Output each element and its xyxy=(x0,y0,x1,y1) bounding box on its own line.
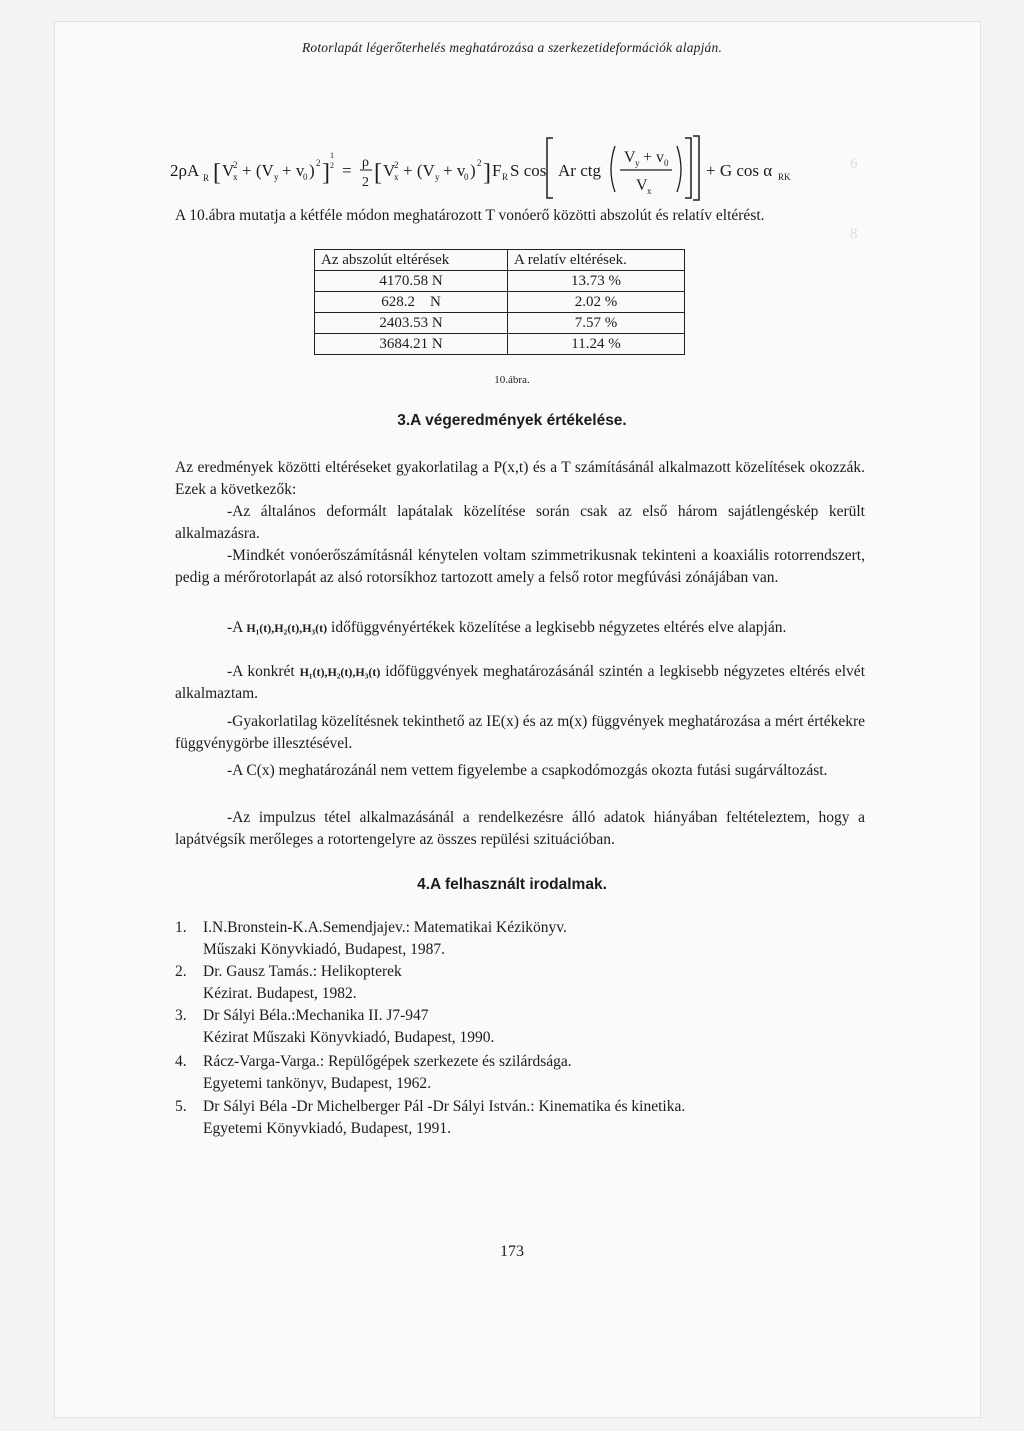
table-row xyxy=(315,313,685,334)
svg-text:+ (V: + (V xyxy=(242,161,274,180)
svg-text:V: V xyxy=(636,177,648,194)
reference-line: Egyetemi tankönyv, Budapest, 1962. xyxy=(203,1075,432,1092)
table-row xyxy=(315,271,685,292)
deviation-table xyxy=(314,249,685,355)
svg-text:V: V xyxy=(383,161,396,180)
svg-text:y: y xyxy=(635,158,640,168)
list-item: -Mindkét vonóerőszámításnál kénytelen voltam szimmetrikusnak tekinteni a koaxiális rotorrendszert, pedig a mérőrotorlapát az alsó rotorsíkhoz tartozott amely a felső rotor megfúvási zónájában van. xyxy=(175,547,865,586)
svg-text:x: x xyxy=(394,172,399,182)
table-header-relative: A relatív eltérések. xyxy=(508,250,685,271)
reference-line: Műszaki Könyvkiadó, Budapest, 1987. xyxy=(203,941,445,958)
svg-text:): ) xyxy=(309,161,315,180)
reference-number: 3. xyxy=(175,1007,187,1024)
svg-text:2: 2 xyxy=(233,160,238,170)
running-header: Rotorlapát légerőterhelés meghatározása a szerkezetideformációk alapján. xyxy=(301,40,723,55)
table-header-row xyxy=(315,250,685,271)
reference-number: 5. xyxy=(175,1098,187,1115)
svg-text:2: 2 xyxy=(477,158,482,168)
reference-line: I.N.Bronstein-K.A.Semendjajev.: Matematikai Kézikönyv. xyxy=(203,919,567,936)
reference-number: 1. xyxy=(175,919,187,936)
svg-text:0: 0 xyxy=(664,158,669,168)
svg-text:=: = xyxy=(342,161,352,180)
svg-text:F: F xyxy=(492,161,502,180)
list-item: -Gyakorlatilag közelítésnek tekinthető az IE(x) és az m(x) függvények meghatározása a mért értékekre függvénygörbe illesztésével. xyxy=(175,713,865,752)
svg-text:0: 0 xyxy=(464,172,469,182)
svg-text:V: V xyxy=(222,161,235,180)
list-item: -Az általános deformált lapátalak közelítése során csak az első három sajátlengéskép került alkalmazásra. xyxy=(175,503,865,542)
reference-line: Dr Sályi Béla.:Mechanika II. J7-947 xyxy=(203,1007,429,1024)
svg-text:ρ: ρ xyxy=(362,155,369,170)
list-item xyxy=(175,661,865,705)
svg-text:R: R xyxy=(502,172,509,182)
item-text: időfüggvények meghatározásánál szintén a legkisebb négyzetes eltérés elvét alkalmaztam. xyxy=(175,663,865,702)
results-paragraph xyxy=(175,457,865,501)
table-cell: 11.24 % xyxy=(508,334,685,355)
table-cell: 628.2 N xyxy=(315,292,508,313)
section-4-title: 4.A felhasznált irodalmak. xyxy=(417,876,607,893)
svg-text:[: [ xyxy=(374,160,382,186)
bleed-through-mark: 6 xyxy=(850,156,858,172)
table-row xyxy=(315,292,685,313)
svg-text:x: x xyxy=(647,186,652,196)
table-cell: 2403.53 N xyxy=(315,313,508,334)
table-cell: 2.02 % xyxy=(508,292,685,313)
svg-text:1: 1 xyxy=(330,151,334,160)
function-symbols: H₁(t),H₂(t),H₃(t) xyxy=(246,621,328,635)
reference-line: Kézirat Műszaki Könyvkiadó, Budapest, 1990. xyxy=(203,1029,495,1046)
para-text: Az eredmények közötti eltéréseket gyakorlatilag a P(x,t) és a T számításánál alkalmazott közelítések okozzák. Ezek a következők: xyxy=(175,459,865,498)
item-prefix: -A xyxy=(227,619,243,636)
table-cell: 13.73 % xyxy=(508,271,685,292)
reference-item xyxy=(175,1005,865,1049)
table-cell: 7.57 % xyxy=(508,313,685,334)
table-cell: 3684.21 N xyxy=(315,334,508,355)
reference-number: 2. xyxy=(175,963,187,980)
svg-text:2: 2 xyxy=(362,175,369,190)
reference-item xyxy=(175,1051,865,1095)
reference-line: Dr Sályi Béla -Dr Michelberger Pál -Dr Sályi István.: Kinematika és kinetika. xyxy=(203,1098,686,1115)
reference-number: 4. xyxy=(175,1053,187,1070)
svg-text:V: V xyxy=(624,149,636,166)
svg-text:+ v: + v xyxy=(282,161,305,180)
svg-text:2: 2 xyxy=(330,161,334,170)
svg-text:+ v: + v xyxy=(443,161,466,180)
reference-line: Dr. Gausz Tamás.: Helikopterek xyxy=(203,963,402,980)
svg-text:+ v: + v xyxy=(643,149,665,166)
reference-line: Kézirat. Budapest, 1982. xyxy=(203,985,357,1002)
reference-line: Egyetemi Könyvkiadó, Budapest, 1991. xyxy=(203,1120,451,1137)
reference-line: Rácz-Varga-Varga.: Repülőgépek szerkezete és szilárdsága. xyxy=(203,1053,572,1070)
svg-text:]: ] xyxy=(322,160,330,186)
svg-text:x: x xyxy=(233,172,238,182)
svg-text:[: [ xyxy=(213,160,221,186)
reference-item xyxy=(175,961,865,1005)
svg-text:]: ] xyxy=(483,160,491,186)
svg-text:+ G cos α: + G cos α xyxy=(706,161,773,180)
svg-text:y: y xyxy=(274,172,279,182)
intro-paragraph: A 10.ábra mutatja a kétféle módon meghatározott T vonóerő közötti abszolút és relatív eltérést. xyxy=(175,207,765,224)
svg-text:2: 2 xyxy=(394,160,399,170)
table-cell: 4170.58 N xyxy=(315,271,508,292)
reference-item xyxy=(175,917,865,961)
figure-caption: 10.ábra. xyxy=(494,374,530,386)
svg-text:0: 0 xyxy=(303,172,308,182)
list-item: -A C(x) meghatározánál nem vettem figyelembe a csapkodómozgás okozta futási sugárváltozást. xyxy=(227,762,828,779)
svg-text:RK: RK xyxy=(778,172,791,182)
table-row xyxy=(315,334,685,355)
svg-text:S cos: S cos xyxy=(510,161,547,180)
svg-text:Ar ctg: Ar ctg xyxy=(558,161,601,180)
list-item: -Az impulzus tétel alkalmazásánál a rendelkezésre álló adatok hiányában feltételeztem, hogy a lapátvégsík merőleges a rotortengelyre az összes repülési szituációban. xyxy=(175,809,865,848)
page-number: 173 xyxy=(500,1243,524,1260)
svg-text:): ) xyxy=(470,161,476,180)
section-3-title: 3.A végeredmények értékelése. xyxy=(397,412,627,429)
svg-text:+ (V: + (V xyxy=(403,161,435,180)
equation xyxy=(170,128,890,208)
svg-text:2ρA: 2ρA xyxy=(170,161,200,180)
svg-text:y: y xyxy=(435,172,440,182)
table-header-absolute: Az abszolút eltérések xyxy=(315,250,508,271)
reference-item xyxy=(175,1096,865,1140)
item-prefix: -A konkrét xyxy=(227,663,295,680)
svg-text:R: R xyxy=(203,173,210,183)
bleed-through-mark: 8 xyxy=(850,226,858,242)
svg-text:2: 2 xyxy=(316,158,321,168)
function-symbols: H₁(t),H₂(t),H₃(t) xyxy=(299,665,381,679)
list-item xyxy=(175,617,865,639)
item-text: időfüggvényértékek közelítése a legkisebb négyzetes eltérés elve alapján. xyxy=(331,619,787,636)
